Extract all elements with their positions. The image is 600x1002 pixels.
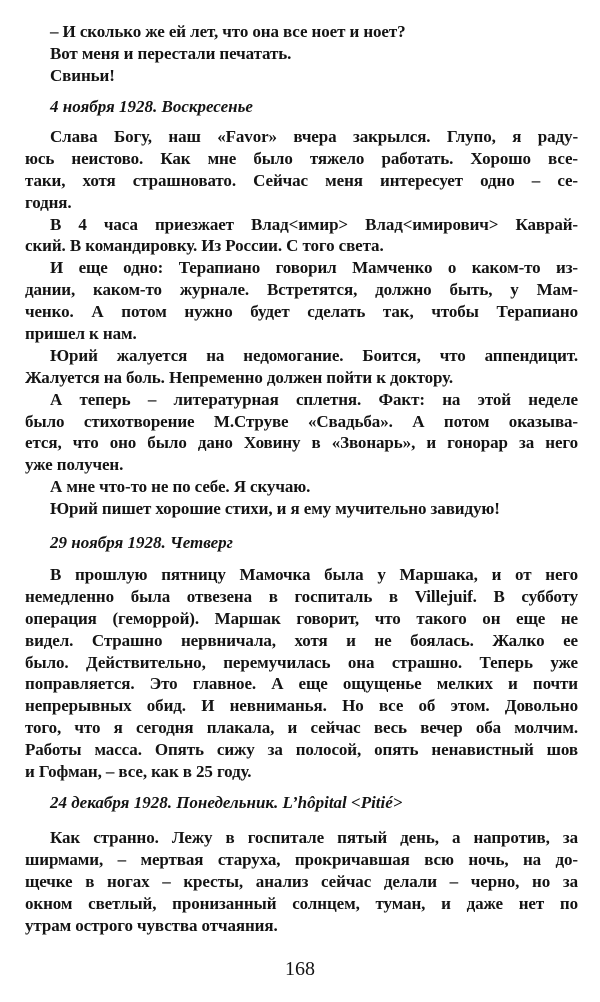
paragraph-line: Жалуется на боль. Непременно должен пойти к доктору. — [25, 367, 454, 387]
entry-heading: 24 декабря 1928. Понедельник. L’hôpital <Pitié> — [50, 793, 403, 812]
paragraph-line: и Гофман, – все, как в 25 году. — [25, 762, 252, 782]
paragraph-line: непрерывных обид. И невниманья. Но все об этом. Довольно — [25, 696, 578, 716]
paragraph-line: дании, каком-то журнале. Встретятся, должно быть, у Мам- — [25, 280, 578, 300]
paragraph-line: немедленно была отвезена в госпиталь в Villejuif. В субботу — [25, 586, 578, 606]
paragraph-line: операция (геморрой). Маршак говорит, что такого он еще не — [25, 608, 578, 628]
paragraph-line: таки, хотя страшновато. Сейчас меня интересует одно – се- — [25, 170, 578, 190]
paragraph-line: видел. Страшно нервничала, хотя и не боялась. Жалко ее — [25, 630, 578, 650]
paragraph-line: утрам острого чувства отчаяния. — [25, 915, 278, 935]
paragraph-line: Свиньи! — [50, 65, 115, 85]
paragraph-line: ченко. А потом нужно будет сделать так, чтобы Терапиано — [25, 302, 578, 322]
paragraph-line: пришел к нам. — [25, 324, 137, 344]
paragraph-line: юсь неистово. Как мне было тяжело работать. Хорошо все- — [25, 148, 578, 168]
paragraph-line: Слава Богу, наш «Favor» вчера закрылся. Глупо, я раду- — [50, 127, 578, 146]
paragraph-line: поправляется. Это главное. А еще ощущенье мелких и почти — [25, 674, 578, 694]
paragraph-line: И еще одно: Терапиано говорил Мамченко о каком-то из- — [50, 258, 578, 278]
paragraph-line: окном светлый, пронизанный солнцем, туман, и даже нет по — [25, 893, 578, 913]
paragraph-line: Юрий пишет хорошие стихи, и я ему мучительно завидую! — [50, 499, 500, 519]
paragraph-line: А мне что-то не по себе. Я скучаю. — [50, 477, 311, 497]
paragraph-line: В прошлую пятницу Мамочка была у Маршака, и от него — [50, 565, 578, 584]
paragraph-line: щечке в ногах – кресты, анализ сейчас делали – черно, но за — [25, 871, 578, 891]
paragraph-line: того, что я сегодня плакала, и сейчас весь вечер оба молчим. — [25, 718, 578, 738]
paragraph-line: А теперь – литературная сплетня. Факт: на этой неделе — [50, 389, 578, 409]
text-block — [25, 21, 578, 87]
text-block — [25, 126, 578, 520]
paragraph-line: В 4 часа приезжает Влад<имир> Влад<имирович> Каврай- — [50, 214, 578, 234]
entry-heading: 4 ноября 1928. Воскресенье — [50, 97, 253, 116]
paragraph-line: Вот меня и перестали печатать. — [50, 43, 292, 63]
text-block — [25, 827, 578, 936]
paragraph-line: было стихотворение М.Струве «Свадьба». А потом оказыва- — [25, 411, 578, 431]
text-block — [25, 564, 578, 783]
paragraph-line: уже получен. — [25, 455, 124, 475]
paragraph-line: Как странно. Лежу в госпитале пятый день, а напротив, за — [50, 828, 578, 847]
entry-heading: 29 ноября 1928. Четверг — [50, 533, 233, 552]
paragraph-line: ется, что оно было дано Ховину в «Звонарь», и гонорар за него — [25, 433, 578, 453]
paragraph-line: Юрий жалуется на недомогание. Боится, что аппендицит. — [50, 345, 578, 365]
page-number: 168 — [285, 958, 315, 980]
paragraph-line: было. Действительно, перемучилась она страшно. Теперь уже — [25, 652, 578, 672]
paragraph-line: – И сколько же ей лет, что она все ноет и ноет? — [50, 22, 406, 41]
paragraph-line: годня. — [25, 192, 72, 212]
paragraph-line: ширмами, – мертвая старуха, прокричавшая всю ночь, на до- — [25, 849, 578, 869]
paragraph-line: Работы масса. Опять сижу за полосой, опять ненавистный шов — [25, 740, 578, 760]
paragraph-line: ский. В командировку. Из России. С того света. — [25, 236, 384, 256]
